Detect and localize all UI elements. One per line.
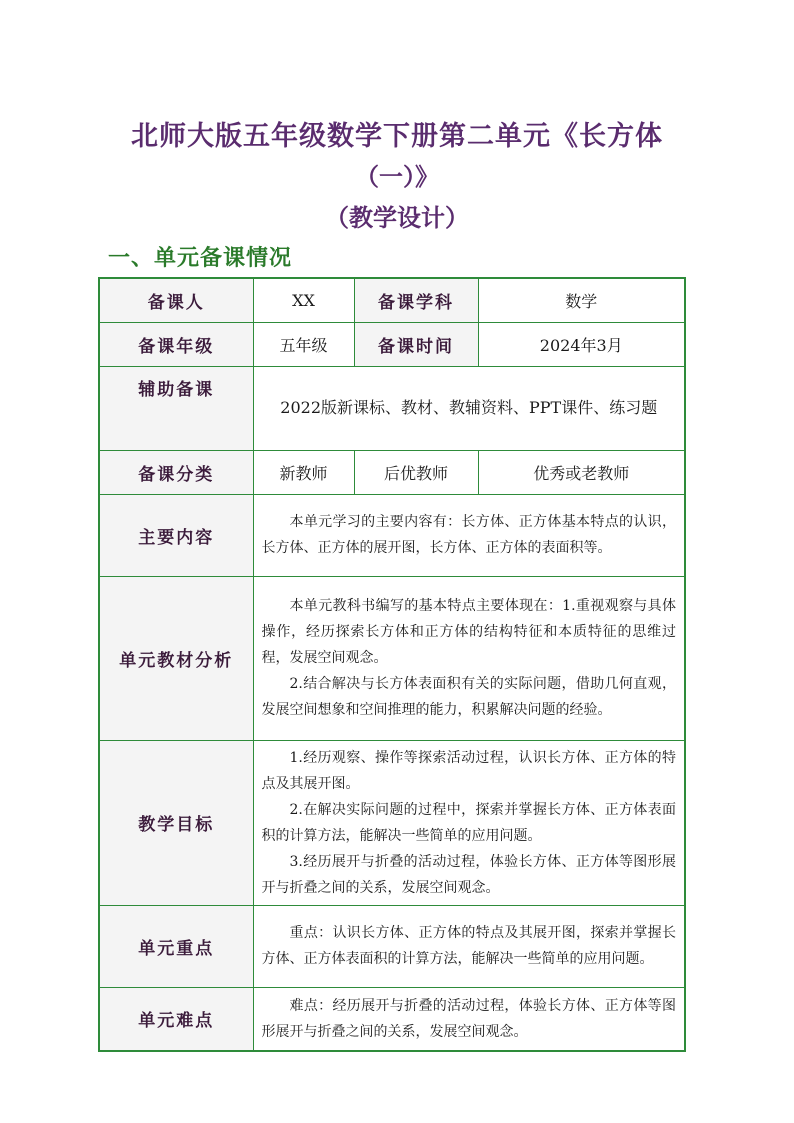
time-label: 备课时间 [354,322,478,366]
category-excellent-teacher: 优秀或老教师 [478,450,685,494]
grade-label: 备课年级 [99,322,253,366]
lesson-prep-table [98,277,686,1052]
document-title-line1: 北师大版五年级数学下册第二单元《长方体 [131,121,663,152]
difficulty-text: 难点：经历展开与折叠的活动过程，体验长方体、正方体等图形展开与折叠之间的关系，发展空间观念。 [261,997,676,1040]
table-row [99,576,685,740]
goal-1: 1.经历观察、操作等探索活动过程，认识长方体、正方体的特点及其展开图。 [261,749,676,792]
key-points-text: 重点：认识长方体、正方体的特点及其展开图，探索并掌握长方体、正方体表面积的计算方法，能解决一些简单的应用问题。 [261,925,676,967]
subject-value: 数学 [478,278,685,322]
preparer-value: XX [253,278,354,322]
category-new-teacher: 新教师 [253,450,354,494]
time-value: 2024年3月 [478,322,685,366]
key-points-label: 单元重点 [99,905,253,987]
subject-label: 备课学科 [354,278,478,322]
goal-2: 2.在解决实际问题的过程中，探索并掌握长方体、正方体表面积的计算方法，能解决一些简单的应用问题。 [261,801,676,844]
table-row [99,987,685,1051]
analysis-label: 单元教材分析 [99,576,253,740]
goals-label: 教学目标 [99,740,253,905]
table-row [99,278,685,322]
content-text: 本单元学习的主要内容有：长方体、正方体基本特点的认识，长方体、正方体的展开图，长方体、正方体的表面积等。 [261,514,676,556]
analysis-paragraph-2: 2.结合解决与长方体表面积有关的实际问题，借助几何直观，发展空间想象和空间推理的能力，积累解决问题的经验。 [261,676,676,718]
table-row [99,740,685,905]
assist-label: 辅助备课 [99,366,253,450]
category-label: 备课分类 [99,450,253,494]
table-row [99,366,685,450]
document-subtitle: （教学设计） [325,204,469,232]
section-heading: 一、单元备课情况 [108,246,293,271]
table-row [99,494,685,576]
analysis-paragraph-1: 本单元教科书编写的基本特点主要体现在：1.重视观察与具体操作，经历探索长方体和正方体的结构特征和本质特征的思维过程，发展空间观念。 [261,598,676,666]
table-row [99,450,685,494]
grade-value: 五年级 [253,322,354,366]
content-label: 主要内容 [99,494,253,576]
preparer-label: 备课人 [99,278,253,322]
document-title-line2: （一）》 [355,163,439,191]
goal-3: 3.经历展开与折叠的活动过程，体验长方体、正方体等图形展开与折叠之间的关系，发展空间观念。 [261,853,676,896]
table-row [99,322,685,366]
difficulty-label: 单元难点 [99,987,253,1051]
table-row [99,905,685,987]
category-improving-teacher: 后优教师 [354,450,478,494]
assist-value: 2022版新课标、教材、教辅资料、PPT课件、练习题 [253,366,685,450]
